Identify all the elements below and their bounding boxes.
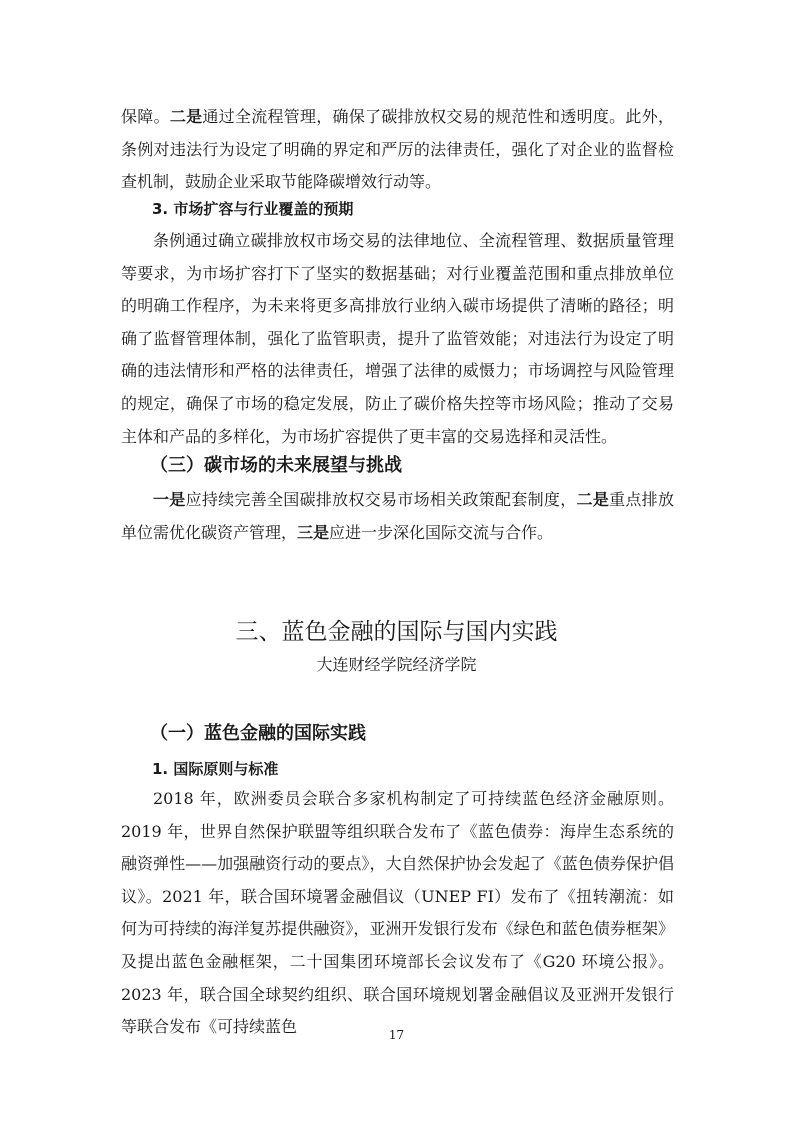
chapter-author: 大连财经学院经济学院 (316, 655, 477, 674)
section-3-paragraph: 条例通过确立碳排放权市场交易的法律地位、全流程管理、数据质量管理等要求，为市场扩容打下了坚实的数据基础；对行业覆盖范围和重点排放单位的明确工作程序，为未来将更多高排放行业纳入碳市场提供了清晰的路径；明确了监督管理体制，强化了监管职责，提升了监管效能；对违法行为设定了明确的违法情形和严格的法律责任，增强了法律的威慑力；市场调控与风险管理的规定，确保了市场的稳定发展，防止了碳价格失控等市场风险；推动了交易主体和产品的多样化，为市场扩容提供了更丰富的交易选择和灵活性。 (121, 231, 674, 446)
text-run: 通过全流程管理，确保了碳排放权交易的规范性和透明度。此外，条例对违法行为设定了明确的界定和严厉的法律责任，强化了对企业的监督检查机制，鼓励企业采取节能降碳增效行动等。 (121, 107, 674, 192)
text-run: 应持续完善全国碳排放权交易市场相关政策配套制度， (185, 490, 577, 509)
bold-run: 二是 (576, 490, 610, 509)
subsection-1-heading: （一）蓝色金融的国际实践 (150, 723, 366, 744)
section-1-paragraph: 2018 年，欧洲委员会联合多家机构制定了可持续蓝色经济金融原则。2019 年，世界自然保护联盟等组织联合发布了《蓝色债券：海岸生态系统的融资弹性——加强融资行动的要点》，大自然保护协会发起了《蓝色债券保护倡议》。2021 年，联合国环境署金融倡议（UNEP FI）发布了《扭转潮流：如何为可持续的海洋复苏提供融资》，亚洲开发银行发布《绿色和蓝色债券框架》及提出蓝色金融框架，二十国集团环境部长会议发布了《G20 环境公报》。2023 年，联合国全球契约组织、联合国环境规划署金融倡议及亚洲开发银行等联合发布《可持续蓝色 (121, 789, 674, 1037)
page-number: 17 (388, 1028, 405, 1042)
subsection-3-paragraph (121, 484, 674, 549)
subsection-3-heading: （三）碳市场的未来展望与挑战 (150, 455, 402, 476)
bold-run: 三是 (297, 522, 330, 542)
text-run: 保障。 (121, 107, 170, 126)
text-run: 重点排放单位需优化碳资产管理， (121, 490, 674, 542)
section-3-heading: 3. 市场扩容与行业覆盖的预期 (152, 200, 354, 218)
text-run: 应进一步深化国际交流与合作。 (329, 522, 554, 542)
section-1-heading: 1. 国际原则与标准 (152, 760, 279, 778)
bold-run: 一是 (153, 490, 186, 509)
continuation-paragraph (121, 101, 674, 199)
bold-run: 二是 (169, 107, 203, 126)
chapter-title: 三、蓝色金融的国际与国内实践 (235, 619, 558, 645)
